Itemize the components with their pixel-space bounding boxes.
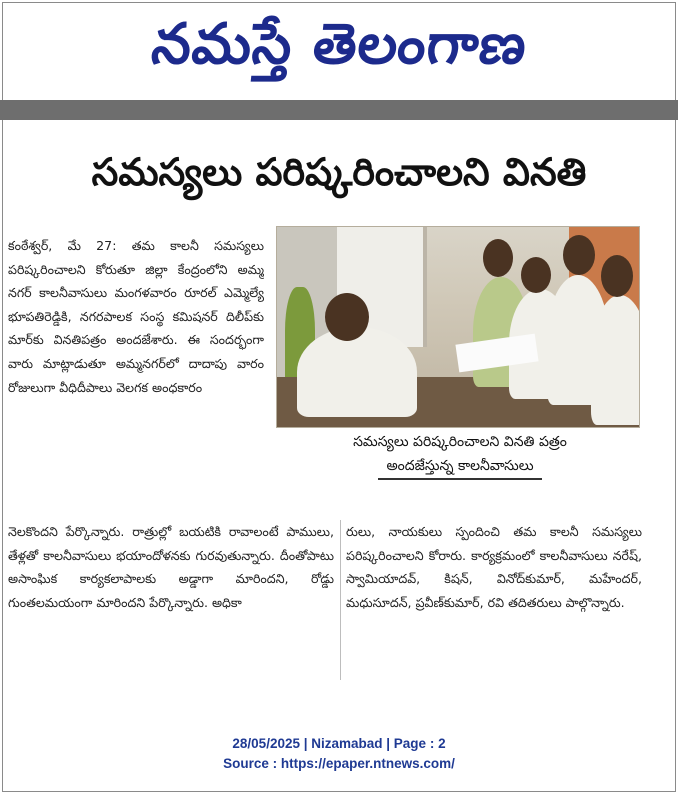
footer-date-edition: 28/05/2025 | Nizamabad | Page : 2 (232, 736, 446, 751)
article-body-column-bottom-left: నెలకొందని పేర్కొన్నారు. రాత్రుల్లో బయటికి రావాలంటే పాములు, తేళ్లతో కాలనీవాసులు భయాందోళనకు గురవుతున్నారు. దీంతోపాటు అసాంఘిక కార్యకలాపాలకు అడ్డాగా మారిందని, రోడ్డు గుంతలమయంగా మారిందని పేర్కొన్నారు. అధికా (8, 524, 334, 610)
footer-source-link[interactable]: Source : https://epaper.ntnews.com/ (223, 756, 455, 771)
photo-person-seated-head (325, 293, 369, 341)
header-rule-bar (0, 100, 678, 120)
masthead (0, 6, 678, 88)
article-body-column-top-left: కంఠేశ్వర్, మే 27: తమ కాలనీ సమస్యలు పరిష్కరించాలని కోరుతూ జిల్లా కేంద్రంలోని అమ్మ నగర్ కాలనీవాసులు మంగళవారం రూరల్ ఎమ్మెల్యే భూపతిరెడ్డికి, నగరపాలక సంస్థ కమిషనర్ దిలీప్‌కు మార్‌కు వినతిపత్రం అందజేశారు. ఈ సందర్భంగా వారు మాట్లాడుతూ అమ్మనగర్‌లో దాదాపు వారం రోజులుగా వీధిదీపాలు వెలగక అంధకారం (8, 238, 264, 395)
article-body-column-bottom-right: రులు, నాయకులు స్పందించి తమ కాలనీ సమస్యలు పరిష్కరించాలని కోరారు. కార్యక్రమంలో కాలనీవాసులు నరేష్, స్వామియాదవ్, కిషన్, వినోద్‌కుమార్, మహేందర్, మధుసూదన్, ప్రవీణ్‌కుమార్, రవి తదితరులు పాల్గొన్నారు. (346, 524, 642, 610)
page-footer (0, 734, 678, 782)
photo-person-seated (297, 327, 417, 417)
column-divider (340, 520, 341, 680)
photo-caption-line-2: అందజేస్తున్న కాలనీవాసులు (378, 454, 541, 480)
photo-caption (304, 430, 616, 488)
photo-person-standing-4 (591, 295, 640, 425)
photo-person-standing-2-head (521, 257, 551, 293)
photo-person-standing-4-head (601, 255, 633, 297)
masthead-logo: నమస్తే తెలంగాణ (148, 12, 530, 77)
article-headline: సమస్యలు పరిష్కరించాలని వినతి (91, 150, 587, 194)
news-photo (276, 226, 640, 428)
photo-person-standing-3-head (563, 235, 595, 275)
photo-person-standing-1-head (483, 239, 513, 277)
photo-caption-line-1: సమస్యలు పరిష్కరించాలని వినతి పత్రం (353, 434, 567, 450)
